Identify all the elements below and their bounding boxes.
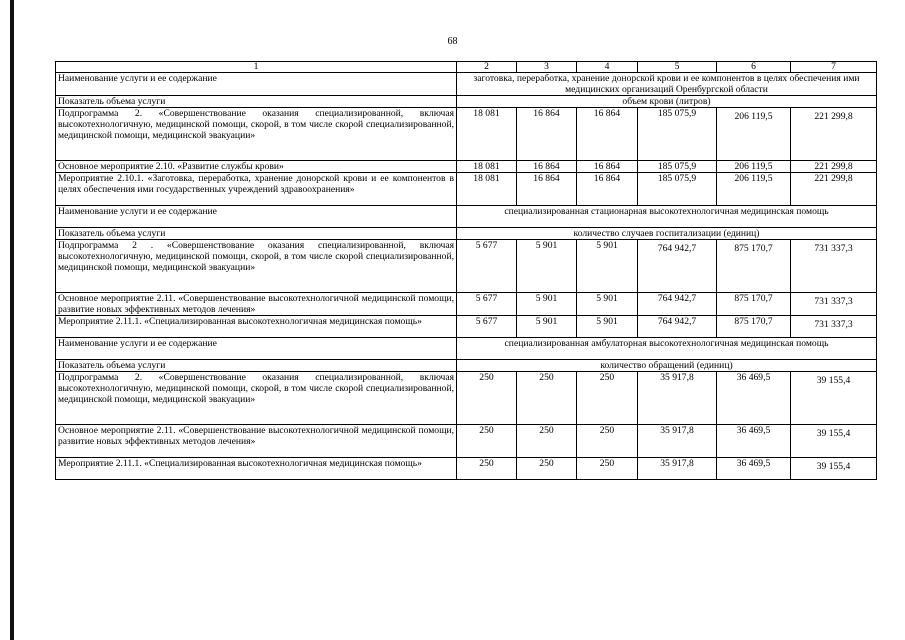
table-row xyxy=(56,316,877,338)
value-cell: 18 081 xyxy=(457,173,517,206)
column-number: 7 xyxy=(791,62,877,73)
table-row xyxy=(56,425,877,458)
value-cell: 39 155,4 xyxy=(791,372,877,425)
indicator-row xyxy=(56,96,877,108)
value-cell: 16 864 xyxy=(577,108,638,161)
value-cell: 250 xyxy=(517,458,577,480)
value-cell: 35 917,8 xyxy=(638,372,717,425)
value-cell: 221 299,8 xyxy=(791,173,877,206)
service-label: Наименование услуги и ее содержание xyxy=(56,73,457,96)
value-cell: 18 081 xyxy=(457,108,517,161)
column-number: 3 xyxy=(517,62,577,73)
value-cell: 764 942,7 xyxy=(638,316,717,338)
value-cell: 185 075,9 xyxy=(638,173,717,206)
row-name: Мероприятие 2.11.1. «Специализированная высокотехнологичная медицинская помощь» xyxy=(56,316,457,338)
value-cell: 16 864 xyxy=(517,161,577,173)
service-name-row xyxy=(56,73,877,96)
table-row xyxy=(56,161,877,173)
indicator-label: Показатель объема услуги xyxy=(56,360,457,372)
table-row xyxy=(56,458,877,480)
value-cell: 35 917,8 xyxy=(638,458,717,480)
value-cell: 250 xyxy=(577,425,638,458)
row-name: Подпрограмма 2 . «Совершенствование оказания специализированной, включая высокотехнологичную, медицинской помощи, скорой, в том числе скорой специализированной, медицинской помощи, медицинской эвакуации» xyxy=(56,240,457,293)
value-cell: 764 942,7 xyxy=(638,240,717,293)
table-row xyxy=(56,372,877,425)
column-number: 6 xyxy=(717,62,791,73)
indicator-value: количество обращений (единиц) xyxy=(457,360,877,372)
value-cell: 5 901 xyxy=(577,240,638,293)
value-cell: 206 119,5 xyxy=(717,173,791,206)
table-row xyxy=(56,108,877,161)
row-name: Основное мероприятие 2.11. «Совершенствование высокотехнологичной медицинской помощи, развитие новых эффективных методов лечения» xyxy=(56,425,457,458)
column-number-row xyxy=(56,62,877,73)
value-cell: 764 942,7 xyxy=(638,293,717,316)
value-cell: 206 119,5 xyxy=(717,108,791,161)
column-number: 5 xyxy=(638,62,717,73)
value-cell: 221 299,8 xyxy=(791,161,877,173)
value-cell: 250 xyxy=(577,458,638,480)
value-cell: 206 119,5 xyxy=(717,161,791,173)
row-name: Подпрограмма 2. «Совершенствование оказания специализированной, включая высокотехнологичную, медицинской помощи, скорой, в том числе скорой специализированной, медицинской помощи, медицинской эвакуации» xyxy=(56,108,457,161)
value-cell: 5 677 xyxy=(457,240,517,293)
service-name-row xyxy=(56,206,877,228)
service-value: специализированная стационарная высокотехнологичная медицинская помощь xyxy=(457,206,877,228)
value-cell: 731 337,3 xyxy=(791,316,877,338)
value-cell: 18 081 xyxy=(457,161,517,173)
service-label: Наименование услуги и ее содержание xyxy=(56,206,457,228)
service-value: заготовка, переработка, хранение донорской крови и ее компонентов в целях обеспечения ими медицинских организаций Оренбургской области xyxy=(457,73,877,96)
value-cell: 39 155,4 xyxy=(791,458,877,480)
value-cell: 5 901 xyxy=(517,316,577,338)
column-number: 4 xyxy=(577,62,638,73)
value-cell: 221 299,8 xyxy=(791,108,877,161)
value-cell: 39 155,4 xyxy=(791,425,877,458)
value-cell: 16 864 xyxy=(577,161,638,173)
value-cell: 185 075,9 xyxy=(638,108,717,161)
indicator-value: количество случаев госпитализации (единиц) xyxy=(457,228,877,240)
value-cell: 250 xyxy=(517,372,577,425)
row-name: Мероприятие 2.11.1. «Специализированная высокотехнологичная медицинская помощь» xyxy=(56,458,457,480)
service-label: Наименование услуги и ее содержание xyxy=(56,338,457,360)
value-cell: 250 xyxy=(457,458,517,480)
table-row xyxy=(56,293,877,316)
value-cell: 250 xyxy=(457,425,517,458)
row-name: Основное мероприятие 2.10. «Развитие службы крови» xyxy=(56,161,457,173)
column-number: 1 xyxy=(56,62,457,73)
indicator-label: Показатель объема услуги xyxy=(56,96,457,108)
indicator-row xyxy=(56,360,877,372)
value-cell: 36 469,5 xyxy=(717,458,791,480)
row-name: Основное мероприятие 2.11. «Совершенствование высокотехнологичной медицинской помощи, развитие новых эффективных методов лечения» xyxy=(56,293,457,316)
value-cell: 16 864 xyxy=(517,173,577,206)
value-cell: 250 xyxy=(457,372,517,425)
row-name: Подпрограмма 2. «Совершенствование оказания специализированной, включая высокотехнологичную, медицинской помощи, скорой, в том числе скорой специализированной, медицинской помощи, медицинской эвакуации» xyxy=(56,372,457,425)
budget-table xyxy=(55,61,877,480)
value-cell: 16 864 xyxy=(577,173,638,206)
column-number: 2 xyxy=(457,62,517,73)
value-cell: 250 xyxy=(577,372,638,425)
value-cell: 250 xyxy=(517,425,577,458)
table-row xyxy=(56,240,877,293)
value-cell: 875 170,7 xyxy=(717,293,791,316)
value-cell: 5 901 xyxy=(577,316,638,338)
indicator-value: объем крови (литров) xyxy=(457,96,877,108)
value-cell: 5 677 xyxy=(457,316,517,338)
indicator-row xyxy=(56,228,877,240)
value-cell: 731 337,3 xyxy=(791,293,877,316)
value-cell: 5 677 xyxy=(457,293,517,316)
value-cell: 731 337,3 xyxy=(791,240,877,293)
row-name: Мероприятие 2.10.1. «Заготовка, переработка, хранение донорской крови и ее компонентов в целях обеспечения ими государственных учреждений здравоохранения» xyxy=(56,173,457,206)
value-cell: 5 901 xyxy=(517,240,577,293)
value-cell: 35 917,8 xyxy=(638,425,717,458)
service-value: специализированная амбулаторная высокотехнологичная медицинская помощь xyxy=(457,338,877,360)
value-cell: 5 901 xyxy=(577,293,638,316)
value-cell: 875 170,7 xyxy=(717,240,791,293)
value-cell: 16 864 xyxy=(517,108,577,161)
value-cell: 875 170,7 xyxy=(717,316,791,338)
table-row xyxy=(56,173,877,206)
value-cell: 5 901 xyxy=(517,293,577,316)
service-name-row xyxy=(56,338,877,360)
value-cell: 185 075,9 xyxy=(638,161,717,173)
page-number: 68 xyxy=(447,36,458,47)
scan-edge-bar xyxy=(10,0,14,640)
value-cell: 36 469,5 xyxy=(717,425,791,458)
value-cell: 36 469,5 xyxy=(717,372,791,425)
indicator-label: Показатель объема услуги xyxy=(56,228,457,240)
